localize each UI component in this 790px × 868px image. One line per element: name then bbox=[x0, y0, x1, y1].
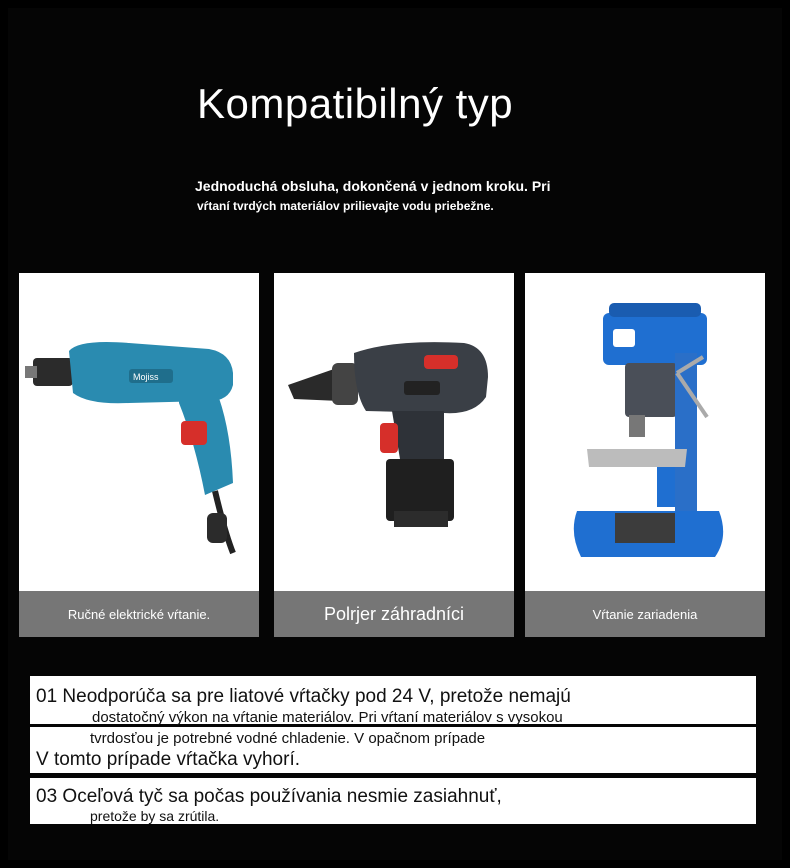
note-item-3 bbox=[30, 778, 756, 824]
product-card-drill-press bbox=[525, 273, 765, 637]
note-1-main: 01 Neodporúča sa pre liatové vŕtačky pod 24 V, pretože nemajú bbox=[36, 686, 571, 707]
note-3-main: 03 Oceľová tyč sa počas používania nesmie zasiahnuť, bbox=[36, 786, 502, 807]
subtitle-line-1: Jednoduchá obsluha, dokončená v jednom kroku. Pri bbox=[195, 178, 551, 194]
product-card-cordless-drill bbox=[274, 273, 514, 637]
cordless-drill-image bbox=[274, 273, 514, 591]
drill-brand-text: Mojiss bbox=[133, 372, 159, 382]
corded-drill-image bbox=[19, 273, 259, 591]
note-1-cont: dostatočný výkon na vŕtanie materiálov. Pri vŕtaní materiálov s vysokou bbox=[92, 709, 563, 726]
product-card-corded-drill bbox=[19, 273, 259, 637]
product-label-corded-drill: Ručné elektrické vŕtanie. bbox=[19, 591, 259, 637]
drill-press-image bbox=[525, 273, 765, 591]
page-title: Kompatibilný typ bbox=[197, 80, 514, 127]
page-subtitle bbox=[195, 176, 615, 216]
note-item-2 bbox=[30, 727, 756, 773]
subtitle-line-2: vŕtaní tvrdých materiálov prilievajte vodu priebežne. bbox=[197, 199, 494, 213]
note-3-cont: pretože by sa zrútila. bbox=[90, 808, 220, 824]
note-2-main: V tomto prípade vŕtačka vyhorí. bbox=[36, 749, 301, 770]
product-label-cordless-drill: Polrjer záhradníci bbox=[274, 591, 514, 637]
note-item-1 bbox=[30, 676, 756, 724]
product-label-drill-press: Vŕtanie zariadenia bbox=[525, 591, 765, 637]
note-2-cont: tvrdosťou je potrebné vodné chladenie. V opačnom prípade bbox=[90, 730, 486, 747]
